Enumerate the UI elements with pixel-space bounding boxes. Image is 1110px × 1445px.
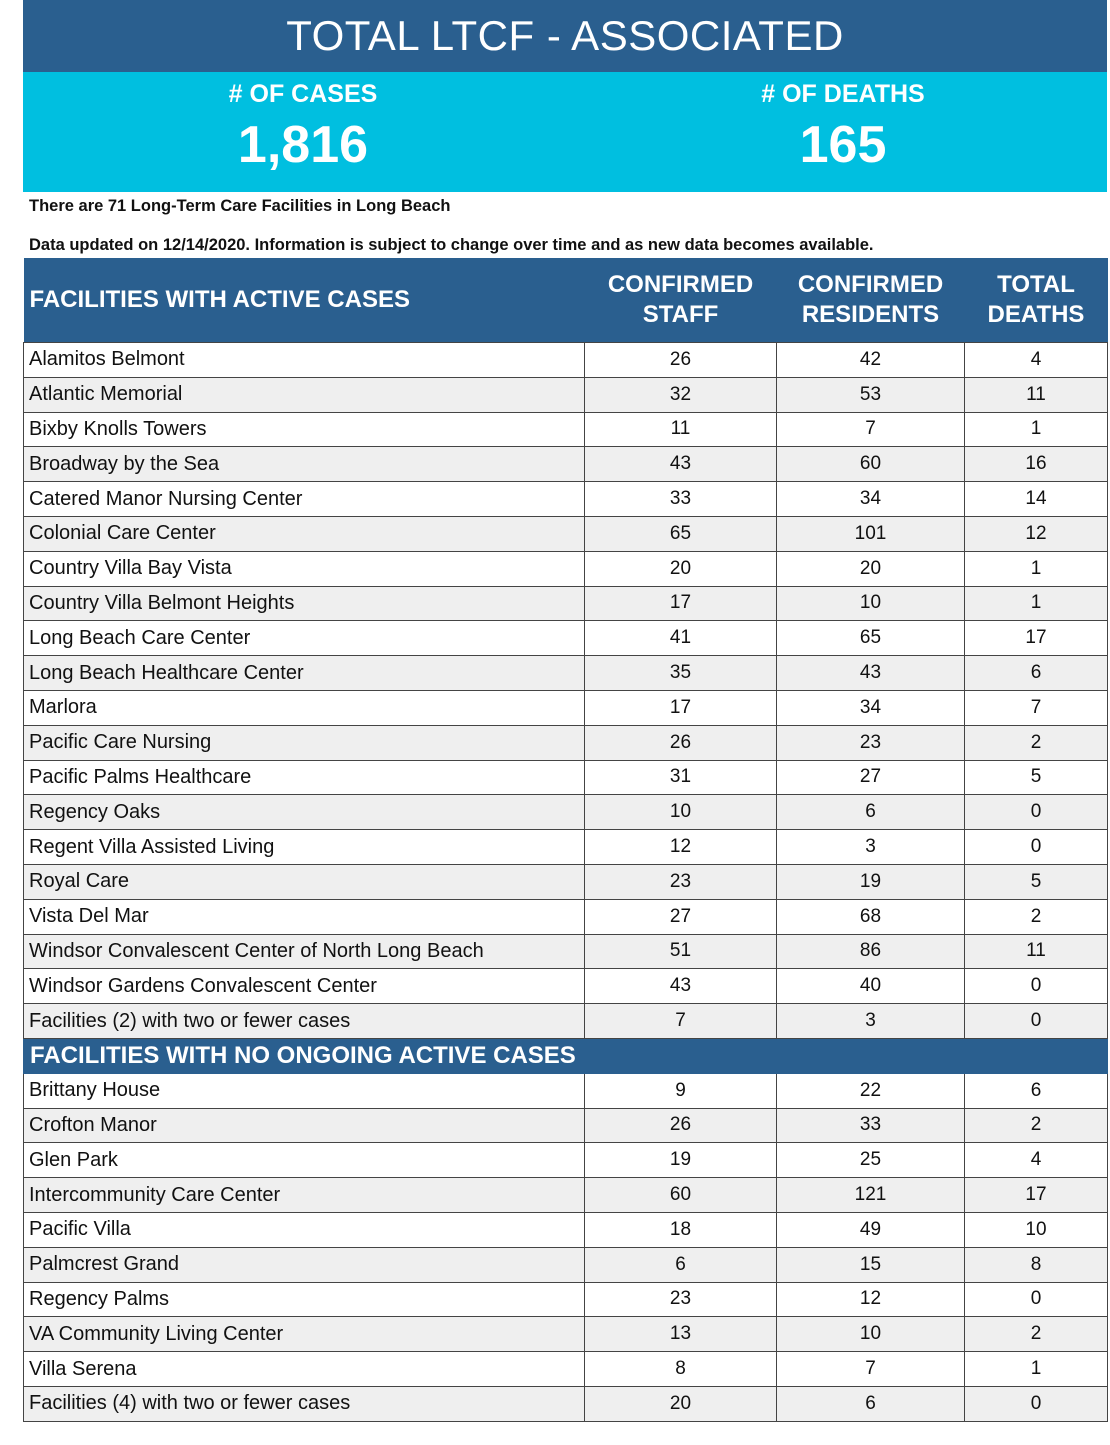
facility-name-cell: Alamitos Belmont [24, 343, 585, 378]
confirmed-staff-cell: 32 [585, 377, 777, 412]
table-row [24, 760, 1108, 795]
table-row [24, 1108, 1108, 1143]
confirmed-staff-cell: 8 [585, 1352, 777, 1387]
total-deaths-cell: 5 [965, 760, 1108, 795]
confirmed-staff-cell: 60 [585, 1178, 777, 1213]
confirmed-staff-cell: 43 [585, 969, 777, 1004]
total-deaths-cell: 4 [965, 343, 1108, 378]
confirmed-staff-cell: 6 [585, 1247, 777, 1282]
facility-name-cell: Palmcrest Grand [24, 1247, 585, 1282]
table-row [24, 969, 1108, 1004]
total-deaths-cell: 0 [965, 795, 1108, 830]
confirmed-staff-cell: 9 [585, 1073, 777, 1108]
table-row [24, 1352, 1108, 1387]
confirmed-staff-cell: 41 [585, 621, 777, 656]
facility-name-cell: Brittany House [24, 1073, 585, 1108]
total-deaths-cell: 6 [965, 656, 1108, 691]
total-deaths-cell: 4 [965, 1143, 1108, 1178]
confirmed-residents-cell: 121 [777, 1178, 965, 1213]
confirmed-staff-cell: 31 [585, 760, 777, 795]
confirmed-staff-cell: 17 [585, 586, 777, 621]
confirmed-staff-cell: 27 [585, 899, 777, 934]
confirmed-residents-cell: 68 [777, 899, 965, 934]
table-row [24, 1317, 1108, 1352]
total-deaths-cell: 2 [965, 725, 1108, 760]
facility-name-cell: Facilities (4) with two or fewer cases [24, 1386, 585, 1421]
confirmed-residents-cell: 6 [777, 1386, 965, 1421]
facility-name-cell: Long Beach Care Center [24, 621, 585, 656]
confirmed-staff-cell: 35 [585, 656, 777, 691]
confirmed-residents-cell: 7 [777, 412, 965, 447]
facility-name-cell: Villa Serena [24, 1352, 585, 1387]
confirmed-staff-cell: 11 [585, 412, 777, 447]
table-row [24, 1386, 1108, 1421]
confirmed-staff-cell: 43 [585, 447, 777, 482]
table-row [24, 1247, 1108, 1282]
confirmed-staff-cell: 18 [585, 1212, 777, 1247]
confirmed-staff-cell: 17 [585, 690, 777, 725]
table-row [24, 690, 1108, 725]
facility-name-cell: Regency Oaks [24, 795, 585, 830]
total-deaths-cell: 6 [965, 1073, 1108, 1108]
header-deaths-line1: TOTAL [997, 271, 1075, 298]
total-deaths-cell: 16 [965, 447, 1108, 482]
total-deaths-cell: 0 [965, 830, 1108, 865]
table-row [24, 516, 1108, 551]
total-deaths-cell: 17 [965, 621, 1108, 656]
confirmed-residents-cell: 86 [777, 934, 965, 969]
facility-name-cell: Pacific Villa [24, 1212, 585, 1247]
total-deaths-cell: 0 [965, 1282, 1108, 1317]
report-title: TOTAL LTCF - ASSOCIATED [23, 0, 1107, 72]
table-row [24, 725, 1108, 760]
table-row [24, 1212, 1108, 1247]
total-deaths-cell: 17 [965, 1178, 1108, 1213]
facility-name-cell: Royal Care [24, 864, 585, 899]
table-row [24, 551, 1108, 586]
table-row [24, 447, 1108, 482]
confirmed-residents-cell: 34 [777, 482, 965, 517]
confirmed-residents-cell: 3 [777, 1004, 965, 1039]
total-deaths-cell: 0 [965, 1004, 1108, 1039]
confirmed-residents-cell: 101 [777, 516, 965, 551]
table-row [24, 1143, 1108, 1178]
no-active-cases-header: FACILITIES WITH NO ONGOING ACTIVE CASES [24, 1038, 1108, 1073]
confirmed-residents-cell: 15 [777, 1247, 965, 1282]
table-row [24, 934, 1108, 969]
table-row [24, 656, 1108, 691]
confirmed-staff-cell: 13 [585, 1317, 777, 1352]
table-row [24, 1073, 1108, 1108]
confirmed-staff-cell: 20 [585, 551, 777, 586]
confirmed-staff-cell: 33 [585, 482, 777, 517]
confirmed-staff-cell: 26 [585, 725, 777, 760]
facility-name-cell: VA Community Living Center [24, 1317, 585, 1352]
confirmed-residents-cell: 23 [777, 725, 965, 760]
table-row [24, 377, 1108, 412]
confirmed-residents-cell: 12 [777, 1282, 965, 1317]
table-row [24, 482, 1108, 517]
confirmed-staff-cell: 51 [585, 934, 777, 969]
facility-name-cell: Windsor Convalescent Center of North Long Beach [24, 934, 585, 969]
facility-name-cell: Regent Villa Assisted Living [24, 830, 585, 865]
confirmed-residents-cell: 49 [777, 1212, 965, 1247]
confirmed-residents-cell: 33 [777, 1108, 965, 1143]
header-confirmed-residents [777, 258, 965, 343]
facility-name-cell: Long Beach Healthcare Center [24, 656, 585, 691]
total-deaths-cell: 10 [965, 1212, 1108, 1247]
facility-name-cell: Intercommunity Care Center [24, 1178, 585, 1213]
facility-name-cell: Pacific Palms Healthcare [24, 760, 585, 795]
table-row [24, 1178, 1108, 1213]
confirmed-residents-cell: 10 [777, 1317, 965, 1352]
confirmed-residents-cell: 43 [777, 656, 965, 691]
confirmed-residents-cell: 6 [777, 795, 965, 830]
facility-name-cell: Facilities (2) with two or fewer cases [24, 1004, 585, 1039]
confirmed-residents-cell: 60 [777, 447, 965, 482]
total-deaths-cell: 2 [965, 1108, 1108, 1143]
total-deaths-cell: 1 [965, 412, 1108, 447]
header-facilities: FACILITIES WITH ACTIVE CASES [24, 258, 585, 343]
total-deaths-cell: 12 [965, 516, 1108, 551]
table-row [24, 412, 1108, 447]
total-deaths-cell: 1 [965, 551, 1108, 586]
confirmed-staff-cell: 19 [585, 1143, 777, 1178]
confirmed-residents-cell: 53 [777, 377, 965, 412]
total-deaths-cell: 14 [965, 482, 1108, 517]
table-header-row [24, 258, 1108, 343]
confirmed-residents-cell: 22 [777, 1073, 965, 1108]
facility-name-cell: Glen Park [24, 1143, 585, 1178]
table-row [24, 899, 1108, 934]
header-staff-line1: CONFIRMED [607, 271, 754, 298]
header-staff-line2: STAFF [642, 301, 719, 328]
facility-name-cell: Country Villa Belmont Heights [24, 586, 585, 621]
facility-name-cell: Country Villa Bay Vista [24, 551, 585, 586]
facility-name-cell: Windsor Gardens Convalescent Center [24, 969, 585, 1004]
confirmed-residents-cell: 10 [777, 586, 965, 621]
table-row [24, 621, 1108, 656]
header-residents-line1: CONFIRMED [797, 271, 944, 298]
facilities-count-note: There are 71 Long-Term Care Facilities in Long Beach [29, 197, 451, 215]
confirmed-staff-cell: 20 [585, 1386, 777, 1421]
header-deaths-line2: DEATHS [987, 301, 1085, 328]
table-row [24, 1004, 1108, 1039]
total-deaths-cell: 1 [965, 586, 1108, 621]
total-deaths-cell: 2 [965, 899, 1108, 934]
confirmed-staff-cell: 26 [585, 343, 777, 378]
facility-name-cell: Vista Del Mar [24, 899, 585, 934]
confirmed-staff-cell: 12 [585, 830, 777, 865]
facility-name-cell: Colonial Care Center [24, 516, 585, 551]
total-deaths-cell: 0 [965, 1386, 1108, 1421]
facility-name-cell: Pacific Care Nursing [24, 725, 585, 760]
cases-value: 1,816 [237, 116, 369, 174]
total-deaths-cell: 11 [965, 934, 1108, 969]
table-body [24, 343, 1108, 1422]
confirmed-staff-cell: 23 [585, 864, 777, 899]
total-deaths-cell: 7 [965, 690, 1108, 725]
table-row [24, 586, 1108, 621]
confirmed-staff-cell: 23 [585, 1282, 777, 1317]
table-row [24, 1282, 1108, 1317]
confirmed-residents-cell: 65 [777, 621, 965, 656]
facility-name-cell: Broadway by the Sea [24, 447, 585, 482]
header-residents-line2: RESIDENTS [801, 301, 940, 328]
data-updated-note: Data updated on 12/14/2020. Information is subject to change over time and as new data becomes available. [29, 236, 874, 254]
cases-stat [103, 72, 503, 175]
confirmed-residents-cell: 27 [777, 760, 965, 795]
facility-name-cell: Bixby Knolls Towers [24, 412, 585, 447]
header-confirmed-staff [585, 258, 777, 343]
total-deaths-cell: 1 [965, 1352, 1108, 1387]
section-header-row [24, 1038, 1108, 1073]
confirmed-residents-cell: 7 [777, 1352, 965, 1387]
confirmed-residents-cell: 3 [777, 830, 965, 865]
confirmed-staff-cell: 26 [585, 1108, 777, 1143]
confirmed-residents-cell: 40 [777, 969, 965, 1004]
confirmed-residents-cell: 19 [777, 864, 965, 899]
header-total-deaths [965, 258, 1108, 343]
deaths-stat [643, 72, 1043, 175]
total-deaths-cell: 2 [965, 1317, 1108, 1352]
table-row [24, 795, 1108, 830]
confirmed-residents-cell: 25 [777, 1143, 965, 1178]
facilities-table [23, 258, 1108, 1422]
table-row [24, 830, 1108, 865]
summary-stats [23, 72, 1107, 192]
facility-name-cell: Crofton Manor [24, 1108, 585, 1143]
cases-label: # OF CASES [228, 80, 378, 108]
facility-name-cell: Marlora [24, 690, 585, 725]
deaths-value: 165 [799, 116, 887, 174]
total-deaths-cell: 11 [965, 377, 1108, 412]
confirmed-residents-cell: 20 [777, 551, 965, 586]
confirmed-staff-cell: 65 [585, 516, 777, 551]
confirmed-residents-cell: 42 [777, 343, 965, 378]
total-deaths-cell: 0 [965, 969, 1108, 1004]
facility-name-cell: Regency Palms [24, 1282, 585, 1317]
total-deaths-cell: 5 [965, 864, 1108, 899]
confirmed-residents-cell: 34 [777, 690, 965, 725]
table-row [24, 343, 1108, 378]
facility-name-cell: Atlantic Memorial [24, 377, 585, 412]
deaths-label: # OF DEATHS [761, 80, 925, 108]
facility-name-cell: Catered Manor Nursing Center [24, 482, 585, 517]
confirmed-staff-cell: 7 [585, 1004, 777, 1039]
total-deaths-cell: 8 [965, 1247, 1108, 1282]
confirmed-staff-cell: 10 [585, 795, 777, 830]
table-row [24, 864, 1108, 899]
